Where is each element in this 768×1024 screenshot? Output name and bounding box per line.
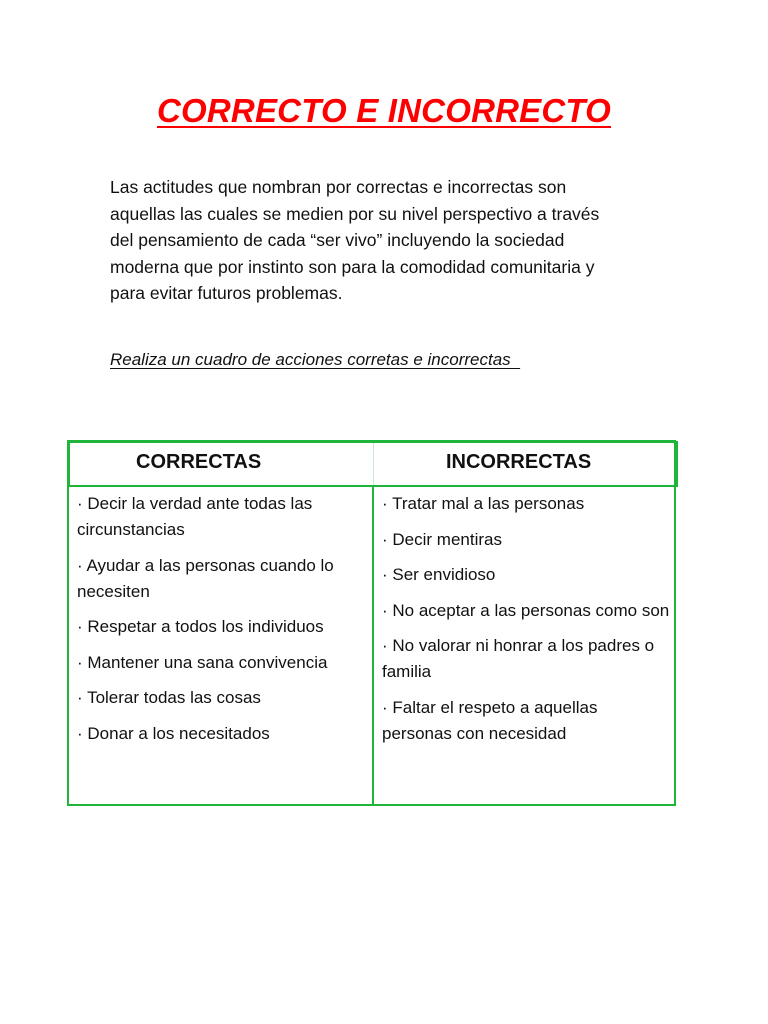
intro-line: para evitar futuros problemas. bbox=[110, 283, 343, 303]
intro-line: aquellas las cuales se medien por su nivel perspectivo a través bbox=[110, 203, 600, 224]
intro-line: del pensamiento de cada “ser vivo” incluyendo la sociedad bbox=[110, 230, 565, 250]
table-header-row bbox=[68, 441, 678, 487]
list-item: · Decir mentiras bbox=[382, 529, 502, 549]
list-item: · Ser envidioso bbox=[382, 565, 496, 584]
incorrectas-list bbox=[382, 491, 672, 756]
list-item: · Donar a los necesitados bbox=[77, 723, 270, 743]
page-title: CORRECTO E INCORRECTO bbox=[156, 92, 612, 129]
list-item: · Mantener una sana convivencia bbox=[77, 652, 328, 672]
list-item: · Respetar a todos los individuos bbox=[77, 617, 324, 636]
list-item: · Tolerar todas las cosas bbox=[77, 688, 261, 707]
header-incorrectas: INCORRECTAS bbox=[445, 451, 592, 473]
list-item: · Tratar mal a las personas bbox=[382, 494, 585, 513]
list-item: · No aceptar a las personas como son bbox=[382, 600, 670, 620]
list-item: · Ayudar a las personas cuando lo necesiten bbox=[77, 555, 334, 601]
list-item: · No valorar ni honrar a los padres o familia bbox=[382, 636, 655, 681]
list-item: · Decir la verdad ante todas las circunstancias bbox=[77, 494, 313, 539]
actions-table bbox=[67, 440, 676, 806]
intro-line: Las actitudes que nombran por correctas e incorrectas son bbox=[110, 177, 567, 197]
list-item: · Faltar el respeto a aquellas personas con necesidad bbox=[382, 697, 598, 743]
instruction-text: Realiza un cuadro de acciones corretas e incorrectas bbox=[110, 350, 521, 369]
intro-paragraph bbox=[110, 174, 670, 307]
column-divider bbox=[372, 486, 374, 806]
header-correctas: CORRECTAS bbox=[70, 443, 374, 485]
correctas-list bbox=[77, 491, 367, 756]
intro-line: moderna que por instinto son para la comodidad comunitaria y bbox=[110, 256, 595, 277]
